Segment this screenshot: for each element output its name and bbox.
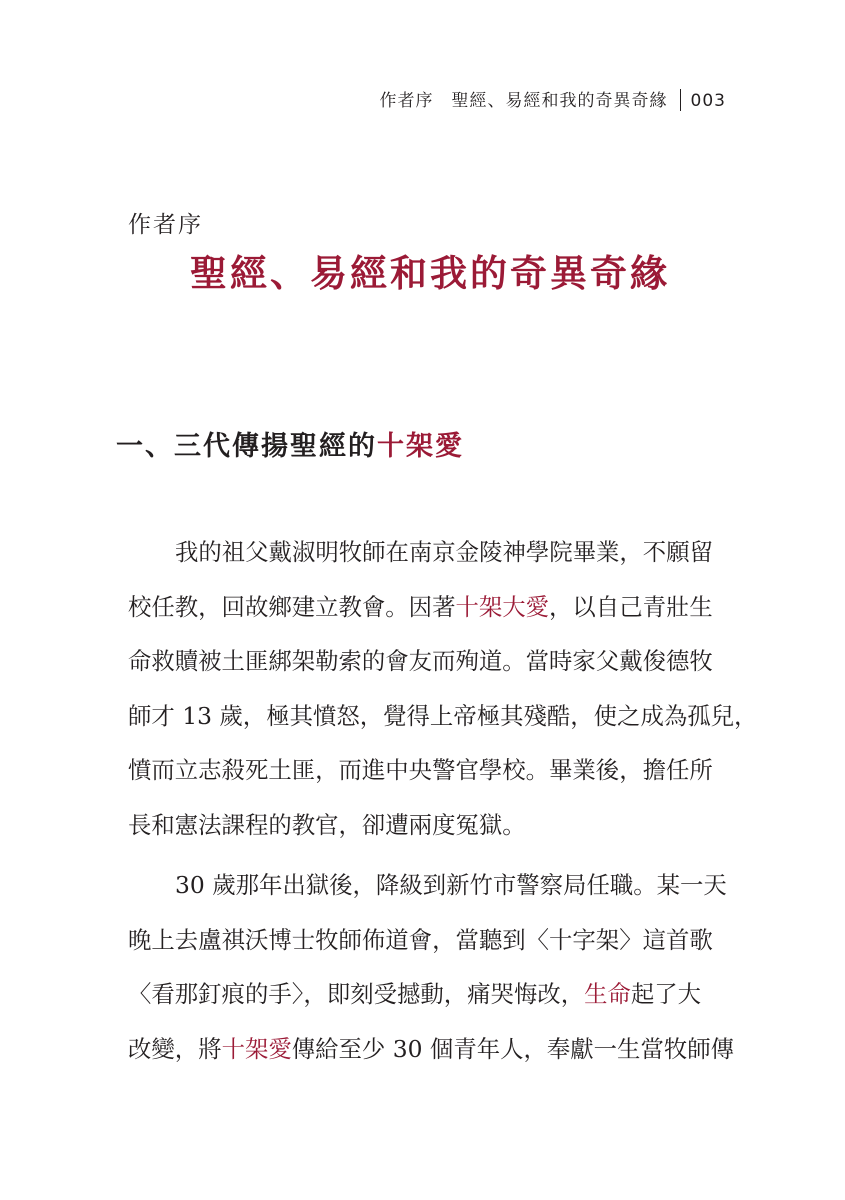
paragraph-1-line-4: 師才 13 歲，極其憤怒，覺得上帝極其殘酷，使之成為孤兒，: [128, 701, 758, 730]
paragraph-1-line-5: 憤而立志殺死土匪，而進中央警官學校。畢業後，擔任所: [128, 756, 713, 784]
section-heading: [116, 424, 464, 463]
highlight-text: 十架愛: [221, 1034, 292, 1063]
text-run: 〈看那釘痕的手〉，即刻受撼動，痛哭悔改，: [128, 980, 585, 1008]
header-divider: [680, 89, 681, 111]
text-run: 起了大: [630, 980, 702, 1008]
page-number: 003: [690, 91, 726, 111]
body-text: [128, 525, 758, 1076]
section-heading-highlight: 十架愛: [377, 431, 464, 462]
highlight-text: 十架大愛: [455, 592, 550, 621]
paragraph-2-line-2: 晚上去盧祺沃博士牧師佈道會，當聽到〈十字架〉這首歌: [128, 925, 713, 954]
text-run: 校任教，回故鄉建立教會。因著: [128, 592, 456, 621]
paragraph-1-line-6: 長和憲法課程的教官，卻遭兩度冤獄。: [128, 810, 526, 839]
text-run: ，以自己青壯生: [549, 592, 713, 621]
page-title: 聖經、易經和我的奇異奇緣: [190, 251, 670, 295]
running-title: 作者序 聖經、易經和我的奇異奇緣: [379, 91, 668, 111]
paragraph-1-line-3: 命救贖被土匪綁架勒索的會友而殉道。當時家父戴俊德牧: [128, 647, 713, 675]
running-header: [0, 86, 726, 111]
section-heading-prefix: 一、三代傳揚聖經的: [116, 431, 377, 462]
paragraph-2-line-3: [128, 967, 732, 1022]
paragraph-2-line-4: [128, 1022, 735, 1077]
paragraph-1-line-1: 我的祖父戴淑明牧師在南京金陵神學院畢業，不願留: [175, 538, 713, 566]
text-run: 傳給至少 30 個青年人，奉獻一生當牧師傳: [291, 1034, 735, 1063]
preface-label: 作者序: [128, 212, 203, 238]
paragraph-2-line-1: 30 歲那年出獄後，降級到新竹市警察局任職。某一天: [175, 871, 727, 899]
highlight-text: 生命: [584, 980, 631, 1008]
text-run: 改變，將: [128, 1034, 222, 1063]
paragraph-1-line-2: [128, 580, 732, 635]
